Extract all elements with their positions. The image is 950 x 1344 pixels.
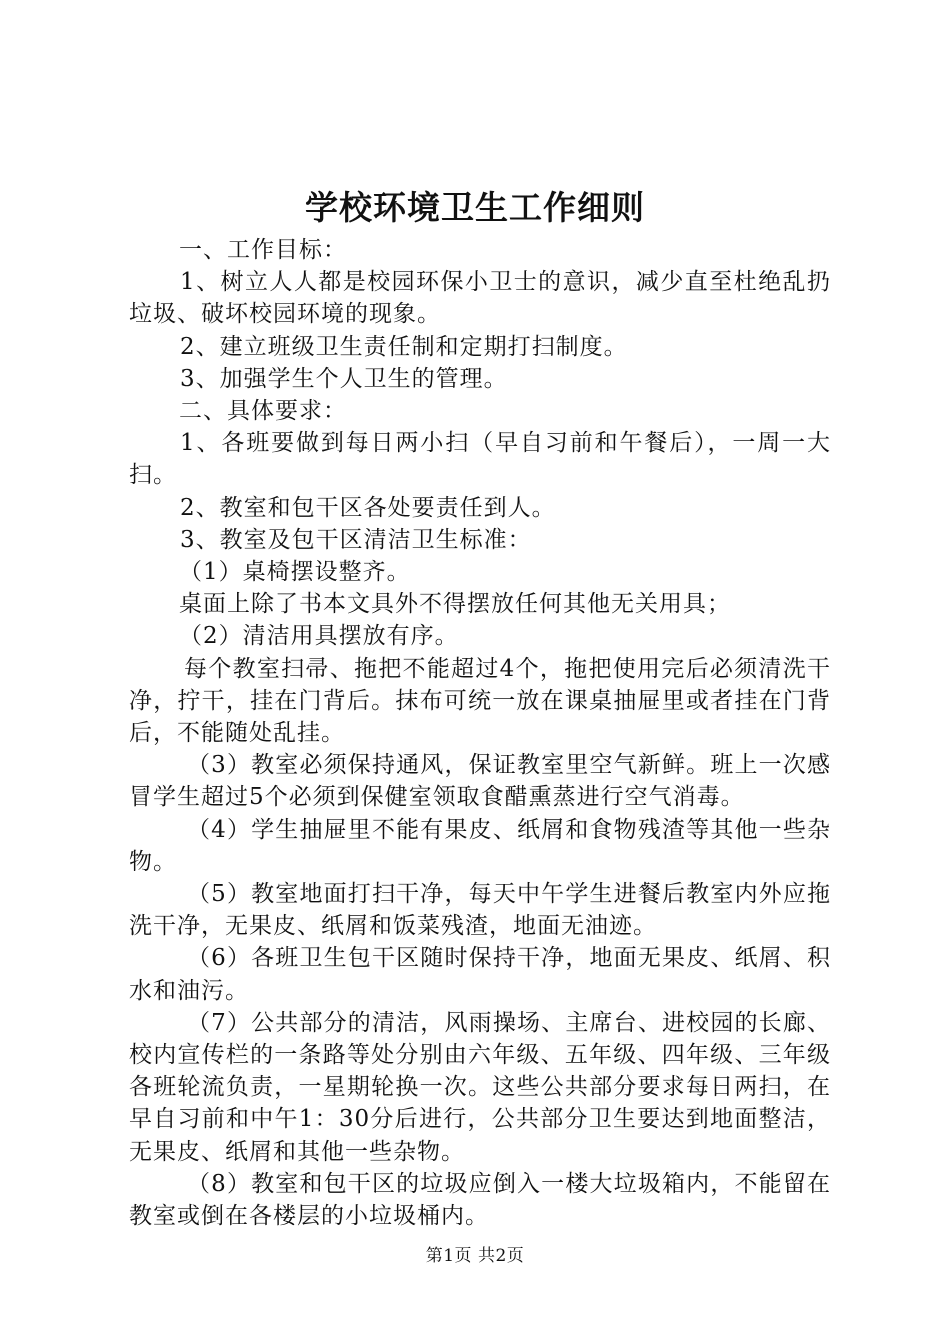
standard-item-5: （5）教室地面打扫干净，每天中午学生进餐后教室内外应拖洗干净，无果皮、纸屑和饭菜残渣，地面无油迹。	[129, 881, 831, 940]
goal-item-3: 3、加强学生个人卫生的管理。	[180, 365, 508, 392]
section-heading-requirements: 二、具体要求：	[179, 398, 347, 425]
standard-item-2-detail: 每个教室扫帚、拖把不能超过4个，拖把使用完后必须清洗干净，拧干，挂在门背后。抹布可统一放在课桌抽屉里或者挂在门背后，不能随处乱挂。	[129, 655, 831, 747]
requirement-item-2: 2、教室和包干区各处要责任到人。	[180, 494, 556, 521]
requirement-item-3: 3、教室及包干区清洁卫生标准：	[180, 526, 532, 553]
standard-item-4: （4）学生抽屉里不能有果皮、纸屑和食物残渣等其他一些杂物。	[129, 816, 831, 875]
goal-item-2: 2、建立班级卫生责任制和定期打扫制度。	[180, 333, 628, 360]
standard-item-1: （1）桌椅摆设整齐。	[179, 559, 411, 586]
page-footer: 第1页 共2页	[425, 1246, 525, 1266]
document-title: 学校环境卫生工作细则	[305, 188, 645, 227]
standard-item-1-detail: 桌面上除了书本文具外不得摆放任何其他无关用具；	[179, 591, 731, 618]
goal-item-1: 1、树立人人都是校园环保小卫士的意识，减少直至杜绝乱扔垃圾、破坏校园环境的现象。	[129, 269, 831, 328]
standard-item-7: （7）公共部分的清洁，风雨操场、主席台、进校园的长廊、校内宣传栏的一条路等处分别由六年级、五年级、四年级、三年级各班轮流负责，一星期轮换一次。这些公共部分要求每日两扫，在早自习前和中午1：30分后进行，公共部分卫生要达到地面整洁，无果皮、纸屑和其他一些杂物。	[129, 1009, 831, 1165]
standard-item-6: （6）各班卫生包干区随时保持干净，地面无果皮、纸屑、积水和油污。	[129, 945, 831, 1004]
standard-item-8: （8）教室和包干区的垃圾应倒入一楼大垃圾箱内，不能留在教室或倒在各楼层的小垃圾桶内。	[129, 1170, 831, 1230]
standard-item-3: （3）教室必须保持通风，保证教室里空气新鲜。班上一次感冒学生超过5个必须到保健室领取食醋熏蒸进行空气消毒。	[129, 752, 831, 811]
document-body	[129, 234, 831, 1232]
requirement-item-1: 1、各班要做到每日两小扫（早自习前和午餐后），一周一大扫。	[129, 430, 831, 489]
standard-item-2: （2）清洁用具摆放有序。	[179, 623, 459, 650]
section-heading-goals: 一、工作目标：	[179, 237, 347, 263]
